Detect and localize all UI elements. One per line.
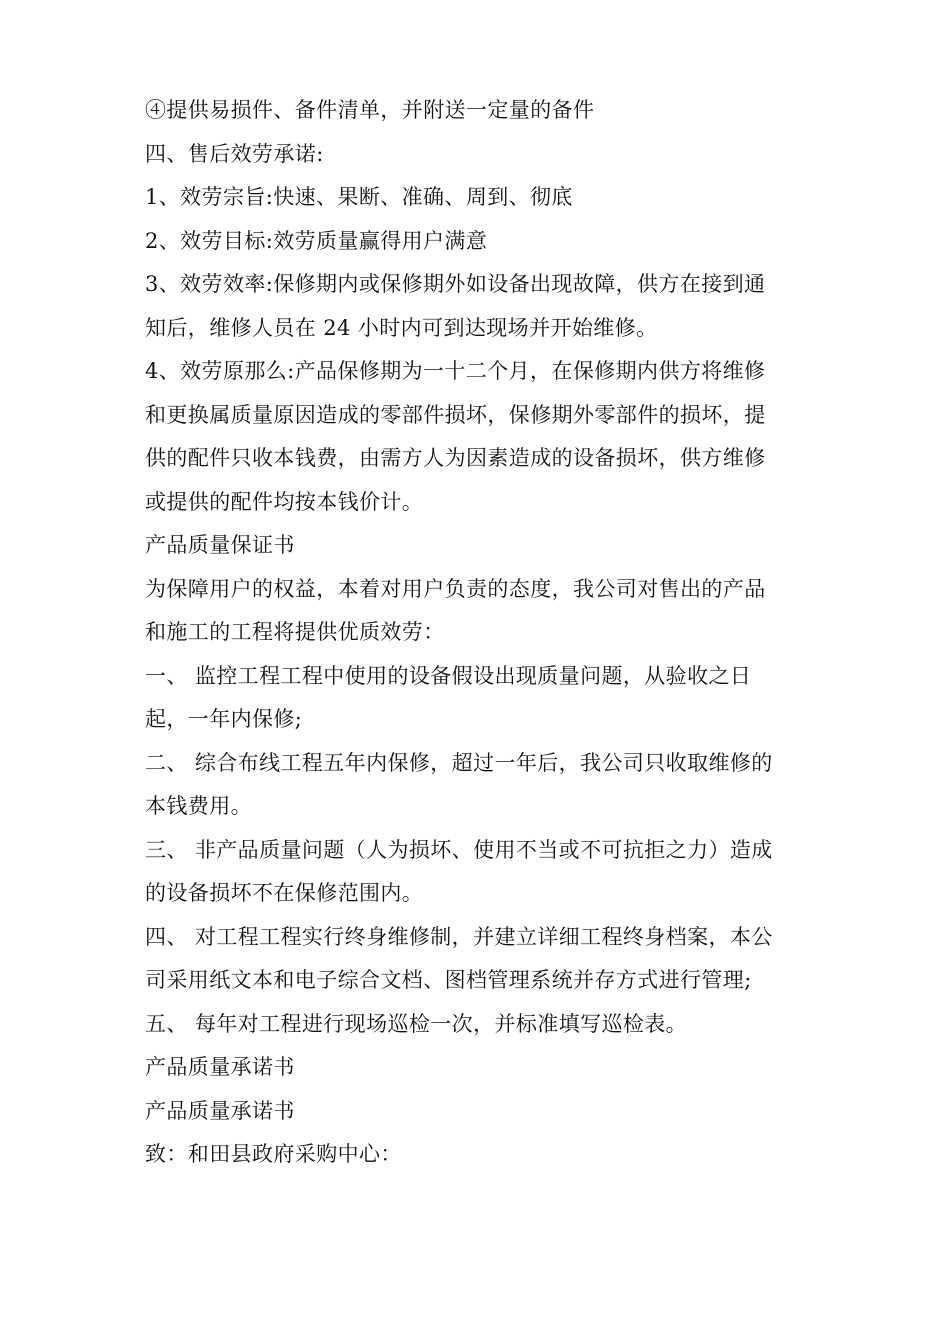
text-line-service-principle-cont-1: 和更换属质量原因造成的零部件损坏，保修期外零部件的损坏，提 <box>145 402 766 427</box>
text-line-service-principle: 4、效劳原那么:产品保修期为一十二个月，在保修期内供方将维修 <box>145 359 766 383</box>
list-item-3: 三、 非产品质量问题（人为损坏、使用不当或不可抗拒之力）造成 <box>145 837 773 862</box>
text-line-spare-parts: ④提供易损件、备件清单，并附送一定量的备件 <box>145 98 595 122</box>
section-heading-commitment-1: 产品质量承诺书 <box>145 1055 295 1079</box>
addressee-line: 致：和田县政府采购中心： <box>145 1142 402 1166</box>
section-heading-commitment-2: 产品质量承诺书 <box>145 1098 295 1123</box>
list-item-1-cont: 起，一年内保修; <box>145 707 303 731</box>
document-body <box>145 89 810 1177</box>
text-line-service-efficiency: 3、效劳效率:保修期内或保修期外如设备出现故障，供方在接到通 <box>145 272 766 296</box>
list-item-3-cont: 的设备损坏不在保修范围内。 <box>145 881 424 905</box>
text-line-guarantee-intro: 为保障用户的权益，本着对用户负责的态度，我公司对售出的产品 <box>145 576 766 601</box>
text-line-guarantee-intro-cont: 和施工的工程将提供优质效劳： <box>145 620 445 644</box>
list-item-4-cont: 司采用纸文本和电子综合文档、图档管理系统并存方式进行管理; <box>145 968 752 992</box>
text-line-service-principle-cont-3: 或提供的配件均按本钱价计。 <box>145 489 424 514</box>
list-item-4: 四、 对工程工程实行终身维修制，并建立详细工程终身档案，本公 <box>145 924 773 949</box>
text-line-service-efficiency-cont: 知后，维修人员在 24 小时内可到达现场并开始维修。 <box>145 315 658 340</box>
text-line-service-principle-cont-2: 供的配件只收本钱费，由需方人为因素造成的设备损坏，供方维修 <box>145 446 766 470</box>
list-item-1: 一、 监控工程工程中使用的设备假设出现质量问题，从验收之日 <box>145 663 752 688</box>
list-item-2: 二、 综合布线工程五年内保修，超过一年后，我公司只收取维修的 <box>145 750 773 775</box>
list-item-5: 五、 每年对工程进行现场巡检一次，并标准填写巡检表。 <box>145 1011 688 1036</box>
text-line-service-goal: 2、效劳目标:效劳质量赢得用户满意 <box>145 228 488 253</box>
text-line-service-purpose: 1、效劳宗旨:快速、果断、准确、周到、彻底 <box>145 185 573 209</box>
list-item-2-cont: 本钱费用。 <box>145 794 252 818</box>
section-heading-quality-guarantee: 产品质量保证书 <box>145 533 295 557</box>
section-heading-after-sales: 四、售后效劳承诺: <box>145 141 324 166</box>
